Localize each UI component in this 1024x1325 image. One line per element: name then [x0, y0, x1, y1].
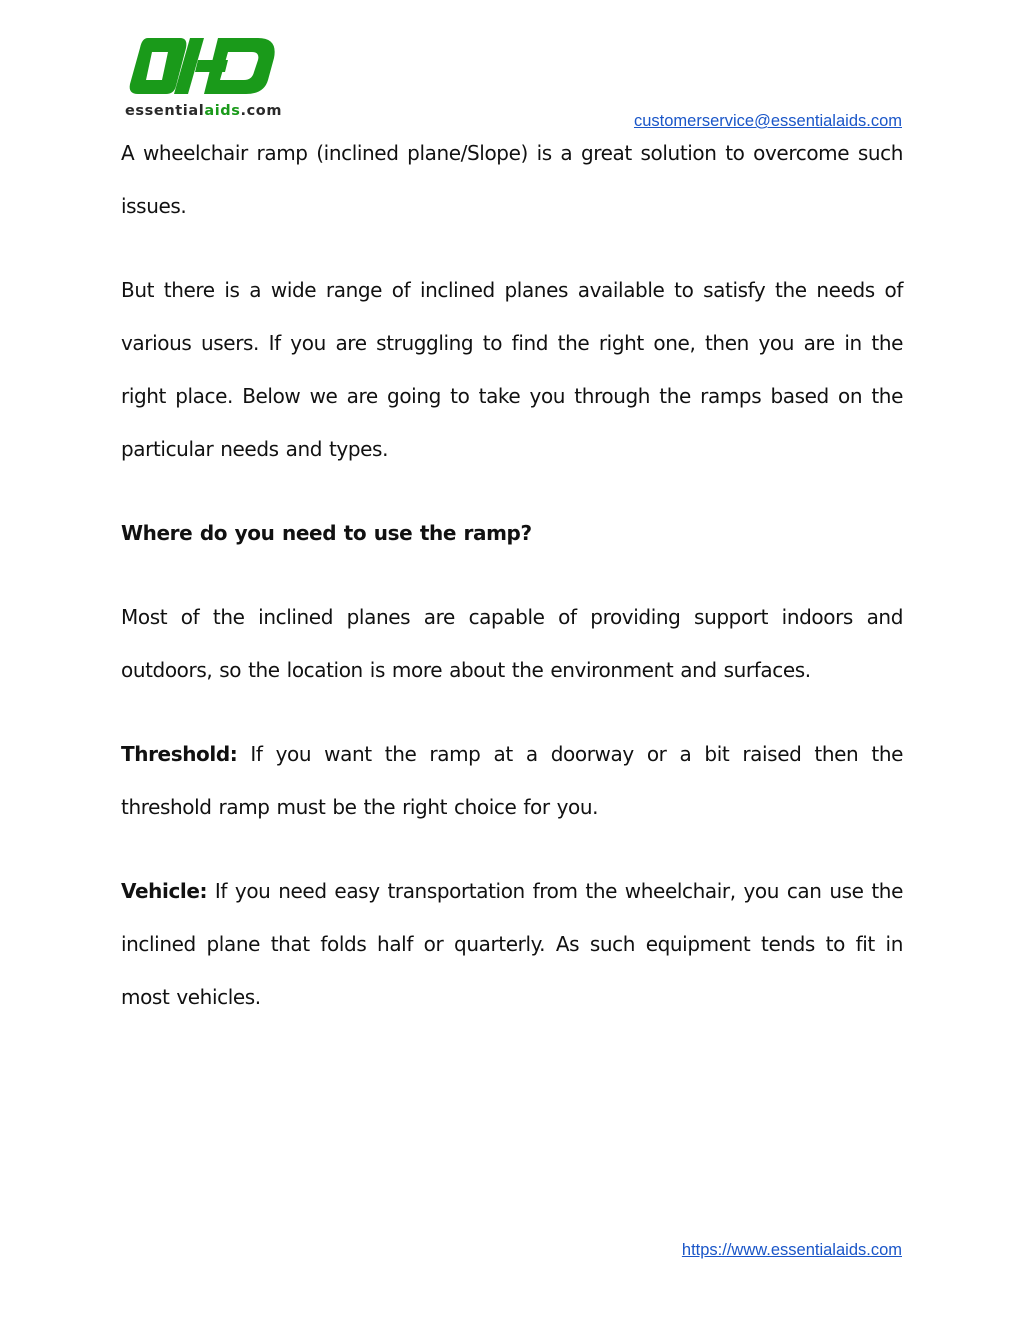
- website-link[interactable]: https://www.essentialaids.com: [681, 1241, 902, 1259]
- vehicle-text: If you need easy transportation from the wheelchair, you can use the inclined plane that folds half or quarterly. As such equipment tends to fit in most vehicles.: [121, 879, 903, 1009]
- paragraph-vehicle: [121, 865, 903, 1024]
- document-body: [121, 127, 903, 1055]
- paragraph-location: Most of the inclined planes are capable of providing support indoors and outdoors, so the location is more about the environment and surfaces.: [121, 605, 903, 682]
- paragraph-threshold: [121, 728, 903, 834]
- threshold-label: Threshold:: [121, 742, 238, 766]
- paragraph-range: But there is a wide range of inclined planes available to satisfy the needs of various users. If you are struggling to find the right one, then you are in the right place. Below we are going to take you through the ramps based on the particular needs and types.: [121, 278, 903, 461]
- vehicle-label: Vehicle:: [121, 879, 208, 903]
- section-heading: Where do you need to use the ramp?: [121, 521, 532, 545]
- logo-wordmark: essentialaids.com: [125, 103, 283, 119]
- threshold-text: If you want the ramp at a doorway or a bit raised then the threshold ramp must be the right choice for you.: [121, 742, 903, 819]
- email-link[interactable]: customerservice@essentialaids.com: [633, 112, 902, 130]
- paragraph-intro: A wheelchair ramp (inclined plane/Slope) is a great solution to overcome such issues.: [121, 141, 903, 218]
